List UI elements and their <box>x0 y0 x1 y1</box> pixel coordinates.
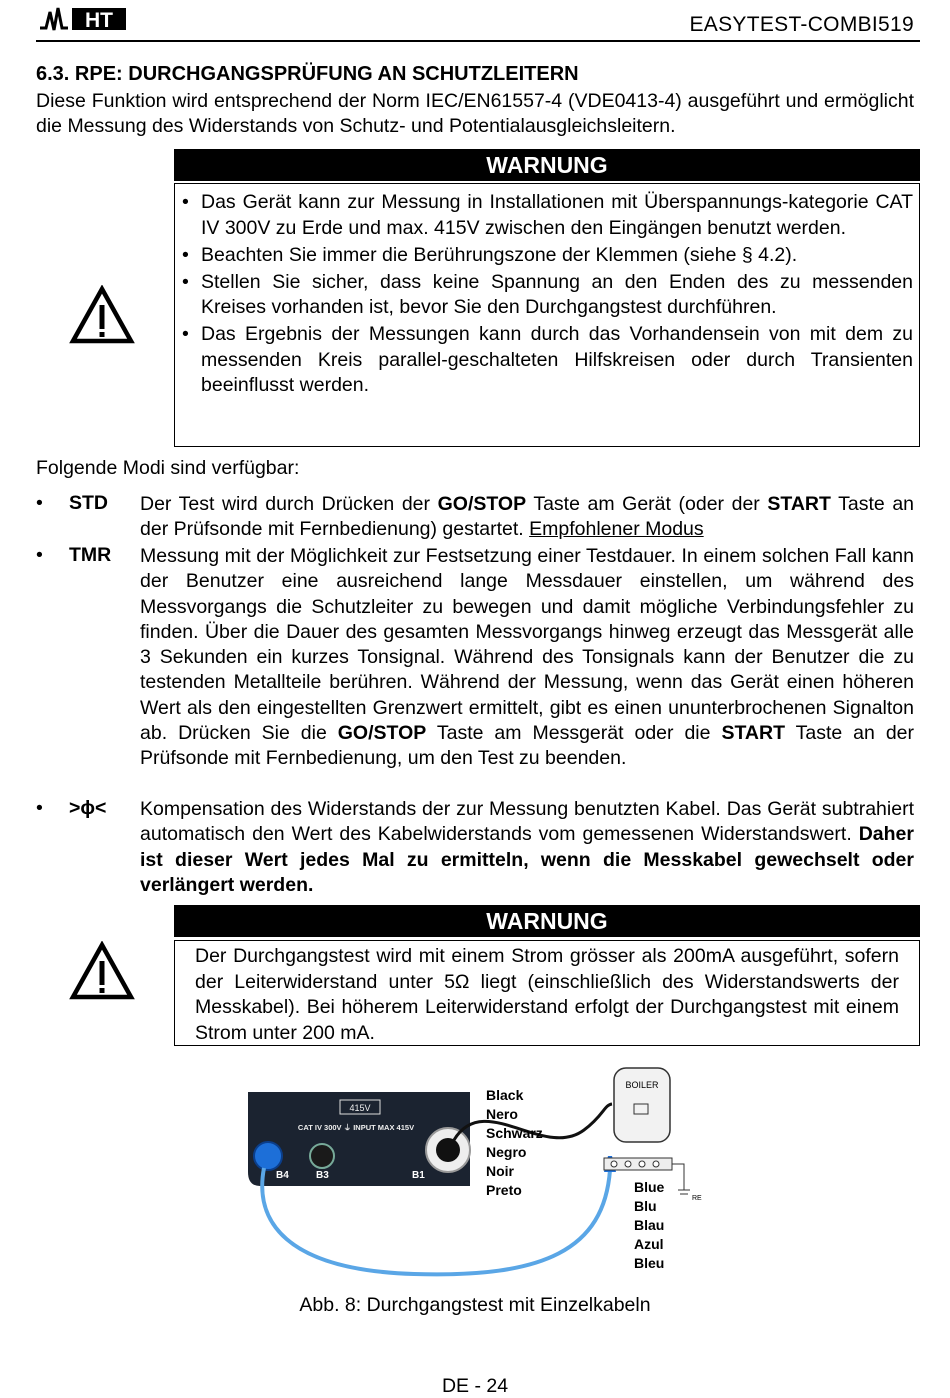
warning-box <box>174 183 920 447</box>
page-number: DE - 24 <box>441 1375 509 1397</box>
cable-label: Blue <box>634 1179 665 1195</box>
terminal-label: B3 <box>316 1170 329 1181</box>
cable-label: Negro <box>486 1144 527 1160</box>
warning-title: WARNUNG <box>174 905 920 937</box>
terminal-label: B4 <box>276 1170 289 1181</box>
mode-key: STD <box>69 492 108 514</box>
cable-label: Preto <box>486 1182 522 1198</box>
warning-item: • Beachten Sie immer die Berührungszone der Klemmen (siehe § 4.2). <box>201 243 913 269</box>
continuity-test-figure <box>244 1060 704 1286</box>
terminal-b4 <box>254 1142 282 1170</box>
mode-description: Der Test wird durch Drücken der GO/STOP Taste am Gerät (oder der START Taste an der Prüfsonde mit Fernbedienung) gestartet. Empfohlener Modus <box>140 493 915 541</box>
document-title: EASYTEST-COMBI519 <box>689 13 914 36</box>
header-divider <box>36 40 920 42</box>
cable-label: Azul <box>634 1236 664 1252</box>
earth-resistance-label: RE <box>692 1195 702 1202</box>
cable-label: Schwarz <box>486 1125 543 1141</box>
mode-key: >ϕ< <box>69 797 107 819</box>
cable-label: Blu <box>634 1198 657 1214</box>
mode-description: Kompensation des Widerstands der zur Messung benutzten Kabel. Das Gerät subtrahiert automatisch den Wert des Kabelwiderstands vom gemessenen Widerstandswert. Daher ist dieser Wert jedes Mal zu ermitteln, wenn die Messkabel gewechselt oder verlängert werden. <box>140 798 914 896</box>
warning-box <box>174 940 920 1046</box>
mode-key: TMR <box>69 544 112 566</box>
warning-triangle-icon <box>69 285 135 345</box>
mode-zero: • >ϕ< Kompensation des Widerstands der zur Messung benutzten Kabel. Das Gerät subtrahiert automatisch den Wert des Kabelwiderstands vom gemessenen Widerstandswert. Daher ist dieser Wert jedes Mal zu ermitteln, wenn die Messkabel gewechselt oder verlängert werden. <box>36 797 914 898</box>
warning-text: Der Durchgangstest wird mit einem Strom grösser als 200mA ausgeführt, sofern der Leiterwiderstand unter 5Ω liegt (einschließlich des Widerstandswerts der Messkabel). Bei höherem Leiterwiderstand erfolgt der Durchgangstest mit einem Strom unter 200 mA. <box>195 945 899 1044</box>
warning-item: • Das Ergebnis der Messungen kann durch das Vorhandensein von mit dem zu messenden Kreis parallel-geschalteten Hilfskreisen oder durch Transienten beeinflusst werden. <box>201 322 913 399</box>
ht-logo <box>38 4 130 34</box>
warning-title: WARNUNG <box>174 149 920 181</box>
terminal-label: B1 <box>412 1170 425 1181</box>
logo-text: HT <box>85 9 113 32</box>
cable-label: Blau <box>634 1217 665 1233</box>
cable-label: Bleu <box>634 1255 665 1271</box>
modes-intro: Folgende Modi sind verfügbar: <box>36 457 300 479</box>
voltage-label: 415V <box>349 1103 371 1113</box>
cable-label: Black <box>486 1087 524 1103</box>
terminal-b3 <box>310 1144 334 1168</box>
section-intro: Diese Funktion wird entsprechend der Norm IEC/EN61557-4 (VDE0413-4) ausgeführt und ermöglicht die Messung des Widerstands von Schutz- und Potentialausgleichsleitern. <box>36 90 914 137</box>
mode-tmr: • TMR Messung mit der Möglichkeit zur Festsetzung einer Testdauer. In einem solchen Fall kann der Benutzer eine ausreichend lange Messdauer einstellen, um während des Messvorgangs die Schutzleiter zu bewegen und damit mögliche Verbindungsfehler zu finden. Über die Dauer des gesamten Messvorgangs hinweg erzeugt das Messgerät alle 3 Sekunden ein kurzes Tonsignal. Während des Tonsignals kann der Benutzer die zu testenden Metallteile berühren. Während der Messung, wenn das Gerät einen höheren Wert als den eingestellten Grenzwert ermittelt, gibt es einen ununterbrochenen Signalton ab. Drücken Sie die GO/STOP Taste am Messgerät oder die START Taste an der Prüfsonde mit Fernbedienung, um den Test zu beenden. <box>36 544 914 772</box>
warning-triangle-icon <box>69 941 135 1001</box>
mode-std: • STD Der Test wird durch Drücken der GO/STOP Taste am Gerät (oder der START Taste an der Prüfsonde mit Fernbedienung) gestartet. Empfohlener Modus <box>36 492 914 543</box>
device-rating-label: CAT IV 300V ⏚ INPUT MAX 415V <box>297 1123 415 1132</box>
mode-description: Messung mit der Möglichkeit zur Festsetzung einer Testdauer. In einem solchen Fall kann der Benutzer eine ausreichend lange Messdauer einstellen, um während des Messvorgangs die Schutzleiter zu bewegen und damit mögliche Verbindungsfehler zu finden. Über die Dauer des gesamten Messvorgangs hinweg erzeugt das Messgerät alle 3 Sekunden ein kurzes Tonsignal. Während des Tonsignals kann der Benutzer die zu testenden Metallteile berühren. Während der Messung, wenn das Gerät einen höheren Wert als den eingestellten Grenzwert ermittelt, gibt es einen ununterbrochenen Signalton ab. Drücken Sie die GO/STOP Taste am Messgerät oder die START Taste an der Prüfsonde mit Fernbedienung, um den Test zu beenden. <box>140 545 915 770</box>
warning-item: • Stellen Sie sicher, dass keine Spannung an den Enden des zu messenden Kreises vorhanden ist, bevor Sie den Durchgangstest durchführen. <box>201 270 913 321</box>
cable-label: Noir <box>486 1163 514 1179</box>
warning-item: • Das Gerät kann zur Messung in Installationen mit Überspannungs-kategorie CAT IV 300V zu Erde und max. 415V zwischen den Eingängen benutzt werden. <box>201 190 913 241</box>
figure-caption: Abb. 8: Durchgangstest mit Einzelkabeln <box>299 1294 651 1316</box>
cable-label: Nero <box>486 1106 518 1122</box>
section-title: 6.3. RPE: DURCHGANGSPRÜFUNG AN SCHUTZLEITERN <box>36 63 579 85</box>
boiler-label: BOILER <box>625 1080 659 1090</box>
